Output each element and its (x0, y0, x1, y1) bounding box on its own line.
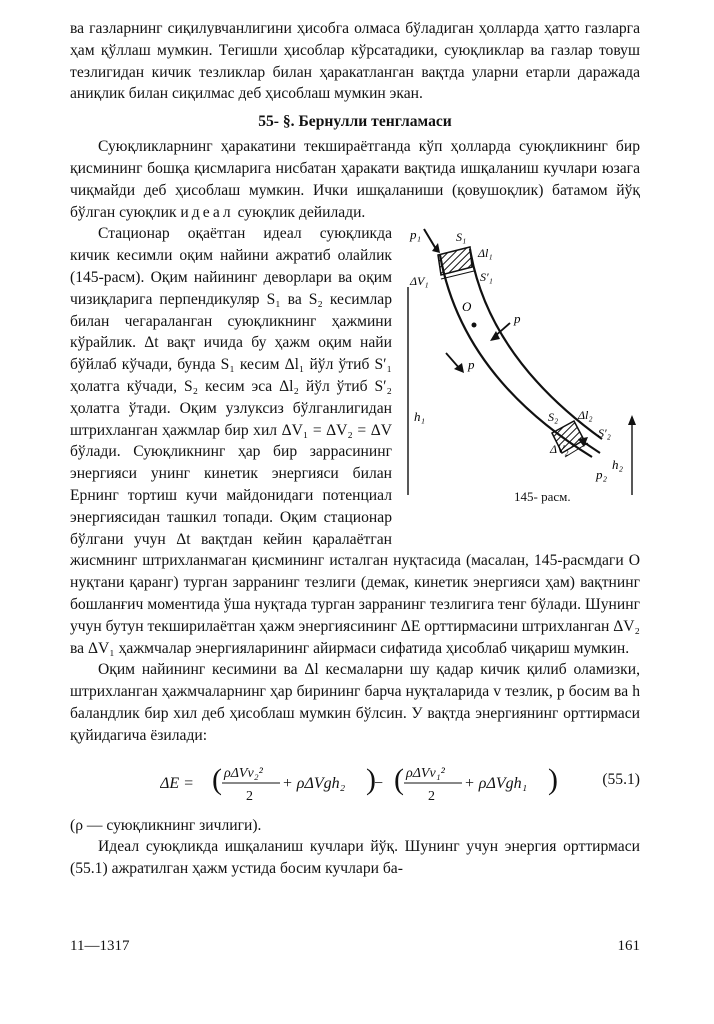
eq-paren-close-2: ) (548, 762, 558, 796)
hatched-volume-1 (438, 247, 472, 275)
label-s2: S₂ (548, 410, 559, 425)
section-title: 55- §. Бернулли тенгламаси (258, 113, 452, 131)
eq-lhs: ΔE = (160, 774, 194, 792)
eq-term1-num: ρΔVv₂² (224, 765, 263, 781)
page-content (70, 18, 640, 880)
footer-signature: 11—1317 (70, 938, 130, 954)
label-h2: h₂ (612, 457, 624, 473)
stationary-paragraph: Стационар оқаётган идеал суюқликда кичик кесимли оқим найини ажратиб олайлик (145-расм). Оқим найининг деворлари ва оқим чизиқларига перпендикуляр S₁ ва S₂ кесимлар билан чегараланган суюқликнинг ҳажмини кўрайлик. Δt вақт ичида бу ҳажм оқим найи бўйлаб кўчади, бунда S₁ кесим Δl₁ йўл ўтиб S′₁ ҳолатга кўчади, S₂ кесим эса Δl₂ йўл ўтиб S′₂ ҳолатга ўтади. Оқим узлуксиз бўлганлигидан штрихланган ҳажмлар бир хил ΔV₁ = ΔV₂ = ΔV бўлади. Суюқликнинг ҳар бир заррасининг энергияси унинг кинетик энергияси билан Ернинг тортиш кучи майдонидаги потенциал энергиясидан ташкил топади. Оқим стационар бўлгани учун Δt вақтдан кейин қаралаётган жисмнинг штрихланмаган қисмининг исталган нуқтасида (масалан, 145-расмдаги O нуқтани қаранг) турган зарранинг тезлиги (демак, кинетик энергияси ҳам) вақтнинг бошланғич моментида ўша нуқтада турган зарранинг тезлигига тенг бўлади. Шунинг учун бутун текширилаётган ҳажм энергиясининг ΔE орттирмасини штрихланган ΔV₂ ва ΔV₁ ҳажмчалар энергияларининг айирмаси сифатида ҳисоблаб чиқариш мумкин. (70, 225, 640, 657)
label-o: O (462, 299, 472, 315)
eq-paren-open-1: ( (212, 762, 222, 796)
label-p-right: p (514, 311, 521, 327)
equation-55-1 (70, 753, 640, 813)
figure-caption: 145- расм. (514, 489, 571, 505)
label-dl2: Δl₂ (578, 408, 593, 423)
intro-paragraph (70, 136, 640, 223)
label-s2-prime: S′₂ (598, 426, 611, 441)
eq-minus: − (374, 774, 384, 792)
section-cut-paragraph: Оқим найининг кесимини ва Δl кесмаларни шу қадар кичик қилиб оламизки, штрихланган ҳажмчаларнинг ҳар бирининг барча нуқталарида v тезлик, p босим ва h баландлик бир хил деб ҳисоблаш мумкин бўлсин. У вақтда энергиянинг орттирмаси қуйидагича ёзилади: (70, 661, 640, 744)
intro-text-main: Суюқликларнинг ҳаракатини текшираётганда кўп ҳолларда суюқликнинг бир қисмининг бошқа қисмларига нисбатан ҳаракати вақтида ишқаланиш кучлари юзага чиқмайди деб ҳисоблаш мумкин. Ички ишқаланиши (қовушоқлик) батамом йўқ бўлган суюқлик (70, 138, 640, 221)
equation-body (160, 753, 620, 813)
eq-term2-num: ρΔVv₁² (406, 765, 445, 781)
top-paragraph: ва газларнинг сиқилувчанлигини ҳисобга олмаса бўладиган ҳолларда ҳатто газларга ҳам қўллаш мумкин. Тегишли ҳисоблар кўрсатадики, суюқликлар ва газлар товуш тезлигидан кичик тезликлар билан ҳаракатланган вақтда уларни етарли даражада аниқлик билан сиқилмас деб ҳисоблаш мумкин экан. (70, 20, 640, 103)
arrow-p1 (424, 229, 436, 249)
ideal-paragraph: Идеал суюқликда ишқаланиш кучлари йўқ. Шунинг учун энергия орттирмаси (55.1) ажратилган ҳажм устида босим кучлари ба- (70, 838, 640, 878)
label-s1-prime: S′₁ (480, 270, 493, 285)
intro-term-ideal: идеал (180, 203, 234, 221)
label-dl1: Δl₁ (478, 246, 493, 261)
label-p2: p₂ (596, 467, 608, 483)
rho-note: (ρ — суюқликнинг зичлиги). (70, 816, 262, 834)
label-s1: S₁ (456, 230, 467, 245)
eq-term2-den: 2 (428, 788, 435, 804)
point-o (472, 323, 477, 328)
label-dv2: ΔV₂ (550, 442, 569, 457)
equation-number: (55.1) (602, 770, 640, 788)
stream-tube-diagram (402, 227, 640, 497)
label-dv1: ΔV₁ (410, 274, 429, 289)
eq-paren-close-1: ) (366, 762, 376, 796)
page-number: 161 (617, 938, 640, 954)
label-p1: p₁ (410, 227, 422, 243)
label-h1: h₁ (414, 409, 426, 425)
h2-arrow-head (628, 415, 636, 425)
eq-term2-rest: + ρΔVgh₁ (464, 774, 528, 792)
eq-term1-rest: + ρΔVgh₂ (282, 774, 346, 792)
figure-145 (402, 227, 640, 539)
eq-term1-den: 2 (246, 788, 253, 804)
label-p-left: p (468, 357, 475, 373)
intro-text-end: суюқлик дейилади. (237, 203, 366, 221)
eq-paren-open-2: ( (394, 762, 404, 796)
